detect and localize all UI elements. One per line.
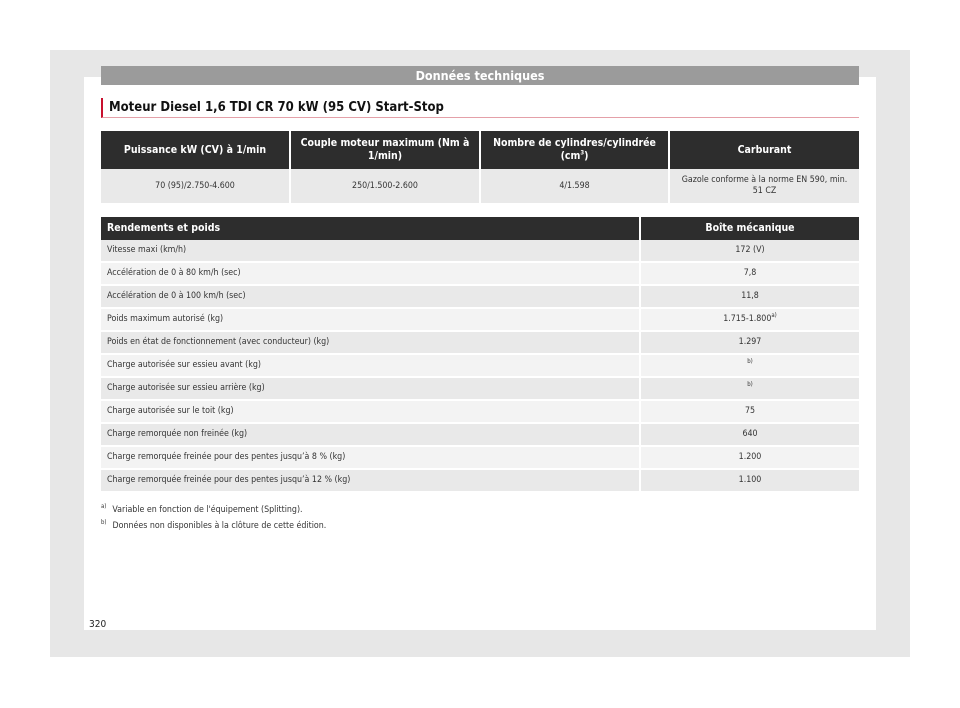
- value-sup: b): [747, 358, 753, 366]
- performance-table: [101, 217, 859, 493]
- engine-header-power: Puissance kW (CV) à 1/min: [101, 131, 291, 169]
- row-value: [641, 470, 859, 493]
- section-title: Données techniques: [101, 66, 859, 85]
- row-value: [641, 309, 859, 332]
- row-label: Charge remorquée non freinée (kg): [101, 424, 641, 447]
- row-label: Vitesse maxi (km/h): [101, 240, 641, 263]
- footnote-mark: b): [101, 519, 107, 527]
- table-row: [101, 401, 859, 424]
- row-label: Poids en état de fonctionnement (avec conducteur) (kg): [101, 332, 641, 355]
- row-value: [641, 447, 859, 470]
- engine-table: [101, 131, 859, 205]
- value-text: 1.200: [738, 452, 762, 462]
- row-value: [641, 378, 859, 401]
- row-label: Charge autorisée sur essieu avant (kg): [101, 355, 641, 378]
- row-label: Charge autorisée sur essieu arrière (kg): [101, 378, 641, 401]
- perf-header-label: Rendements et poids: [101, 217, 641, 240]
- row-value: [641, 240, 859, 263]
- engine-cylinders-value: 4/1.598: [481, 169, 670, 205]
- engine-header-cylinders-close: ): [584, 150, 589, 162]
- table-row: [101, 378, 859, 401]
- row-value: [641, 401, 859, 424]
- footnotes: [101, 504, 326, 536]
- table-row: [101, 332, 859, 355]
- row-label: Charge remorquée freinée pour des pentes jusqu’à 12 % (kg): [101, 470, 641, 493]
- row-label: Charge autorisée sur le toit (kg): [101, 401, 641, 424]
- value-text: 75: [744, 406, 756, 416]
- footnote: [101, 520, 326, 536]
- value-sup: a): [771, 312, 777, 320]
- engine-fuel-value: Gazole conforme à la norme EN 590, min. 51 CZ: [670, 169, 859, 205]
- row-value: [641, 355, 859, 378]
- engine-header-torque: Couple moteur maximum (Nm à 1/min): [291, 131, 481, 169]
- engine-header-cylinders: [481, 131, 670, 169]
- row-label: Poids maximum autorisé (kg): [101, 309, 641, 332]
- table-row: [101, 355, 859, 378]
- value-text: 1.715-1.800: [723, 314, 772, 324]
- table-row: [101, 470, 859, 493]
- engine-header-fuel: Carburant: [670, 131, 859, 169]
- table-row: [101, 286, 859, 309]
- value-text: 172 (V): [735, 245, 765, 255]
- page-number: 320: [89, 619, 107, 630]
- value-text: 11,8: [741, 291, 759, 301]
- engine-torque-value: 250/1.500-2.600: [291, 169, 481, 205]
- engine-heading: Moteur Diesel 1,6 TDI CR 70 kW (95 CV) Start-Stop: [101, 98, 859, 118]
- engine-power-value: 70 (95)/2.750-4.600: [101, 169, 291, 205]
- perf-header-gearbox: Boîte mécanique: [641, 217, 859, 240]
- row-value: [641, 263, 859, 286]
- value-text: 1.297: [738, 337, 762, 347]
- table-row: [101, 169, 859, 205]
- footnote-text: Variable en fonction de l'équipement (Splitting).: [112, 505, 303, 515]
- table-row: [101, 309, 859, 332]
- row-value: [641, 332, 859, 355]
- row-value: [641, 286, 859, 309]
- row-label: Accélération de 0 à 100 km/h (sec): [101, 286, 641, 309]
- table-row: [101, 263, 859, 286]
- row-label: Charge remorquée freinée pour des pentes jusqu’à 8 % (kg): [101, 447, 641, 470]
- footnote: [101, 504, 326, 520]
- engine-header-cylinders-text: Nombre de cylindres/cylindrée (cm: [493, 137, 656, 162]
- value-text: 1.100: [738, 475, 762, 485]
- footnote-mark: a): [101, 503, 107, 511]
- value-text: 7,8: [743, 268, 757, 278]
- table-row: [101, 447, 859, 470]
- row-label: Accélération de 0 à 80 km/h (sec): [101, 263, 641, 286]
- value-sup: b): [747, 381, 753, 389]
- table-row: [101, 424, 859, 447]
- footnote-text: Données non disponibles à la clôture de cette édition.: [112, 521, 327, 531]
- value-text: 640: [742, 429, 758, 439]
- row-value: [641, 424, 859, 447]
- engine-header-cylinders-sup: 3: [580, 149, 585, 157]
- table-row: [101, 240, 859, 263]
